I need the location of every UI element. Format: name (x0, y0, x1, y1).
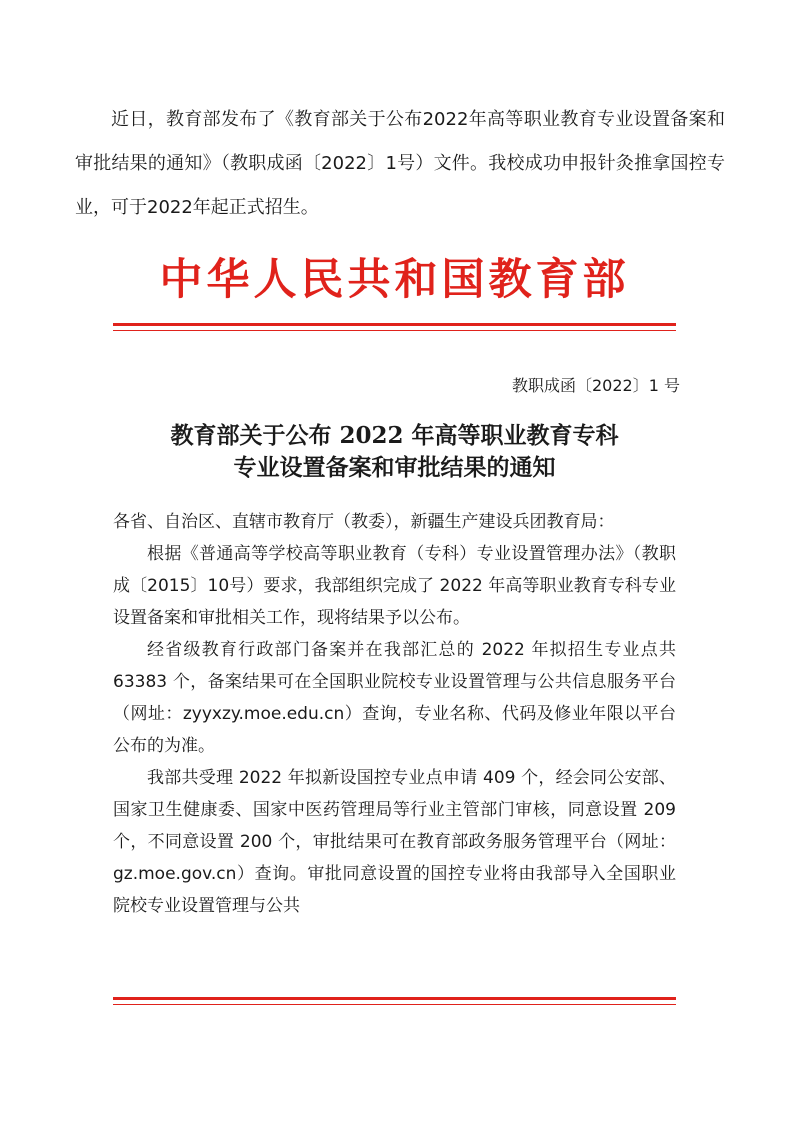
document-number: 教职成函〔2022〕1 号 (512, 376, 680, 395)
body-paragraph-3: 我部共受理 2022 年拟新设国控专业点申请 409 个，经会同公安部、国家卫生健康委、国家中医药管理局等行业主管部门审核，同意设置 209 个，不同意设置 200 个，审批结果可在教育部政务服务管理平台（网址：gz.moe.gov.cn）查询。审批同意设置的国控专业将由我部导入全国职业院校专业设置管理与公共 (113, 768, 676, 916)
addressee: 各省、自治区、直辖市教育厅（教委），新疆生产建设兵团教育局： (113, 512, 615, 532)
body-paragraph-2: 经省级教育行政部门备案并在我部汇总的 2022 年拟招生专业点共 63383 个，备案结果可在全国职业院校专业设置管理与公共信息服务平台（网址：zyyxzy.moe.edu.cn）查询，专业名称、代码及修业年限以平台公布的为准。 (113, 640, 676, 756)
footer-rule-thick (113, 997, 676, 1000)
body-paragraph-1: 根据《普通高等学校高等职业教育（专科）专业设置管理办法》（教职成〔2015〕10号）要求，我部组织完成了 2022 年高等职业教育专科专业设置备案和审批相关工作，现将结果予以公布。 (113, 544, 676, 628)
document-title-line-2: 专业设置备案和审批结果的通知 (233, 454, 556, 481)
document-title-line-1: 教育部关于公布 2022 年高等职业教育专科 (170, 422, 619, 449)
masthead-rule-thick (113, 323, 676, 326)
ministry-masthead: 中华人民共和国教育部 (159, 255, 630, 305)
document-body (113, 506, 676, 922)
masthead-rule-thin (113, 330, 676, 331)
document-title (113, 420, 676, 484)
footer-rule-thin (113, 1004, 676, 1005)
intro-paragraph: 近日，教育部发布了《教育部关于公布2022年高等职业教育专业设置备案和审批结果的通知》（教职成函〔2022〕1号）文件。我校成功申报针灸推拿国控专业，可于2022年起正式招生。 (75, 109, 725, 218)
